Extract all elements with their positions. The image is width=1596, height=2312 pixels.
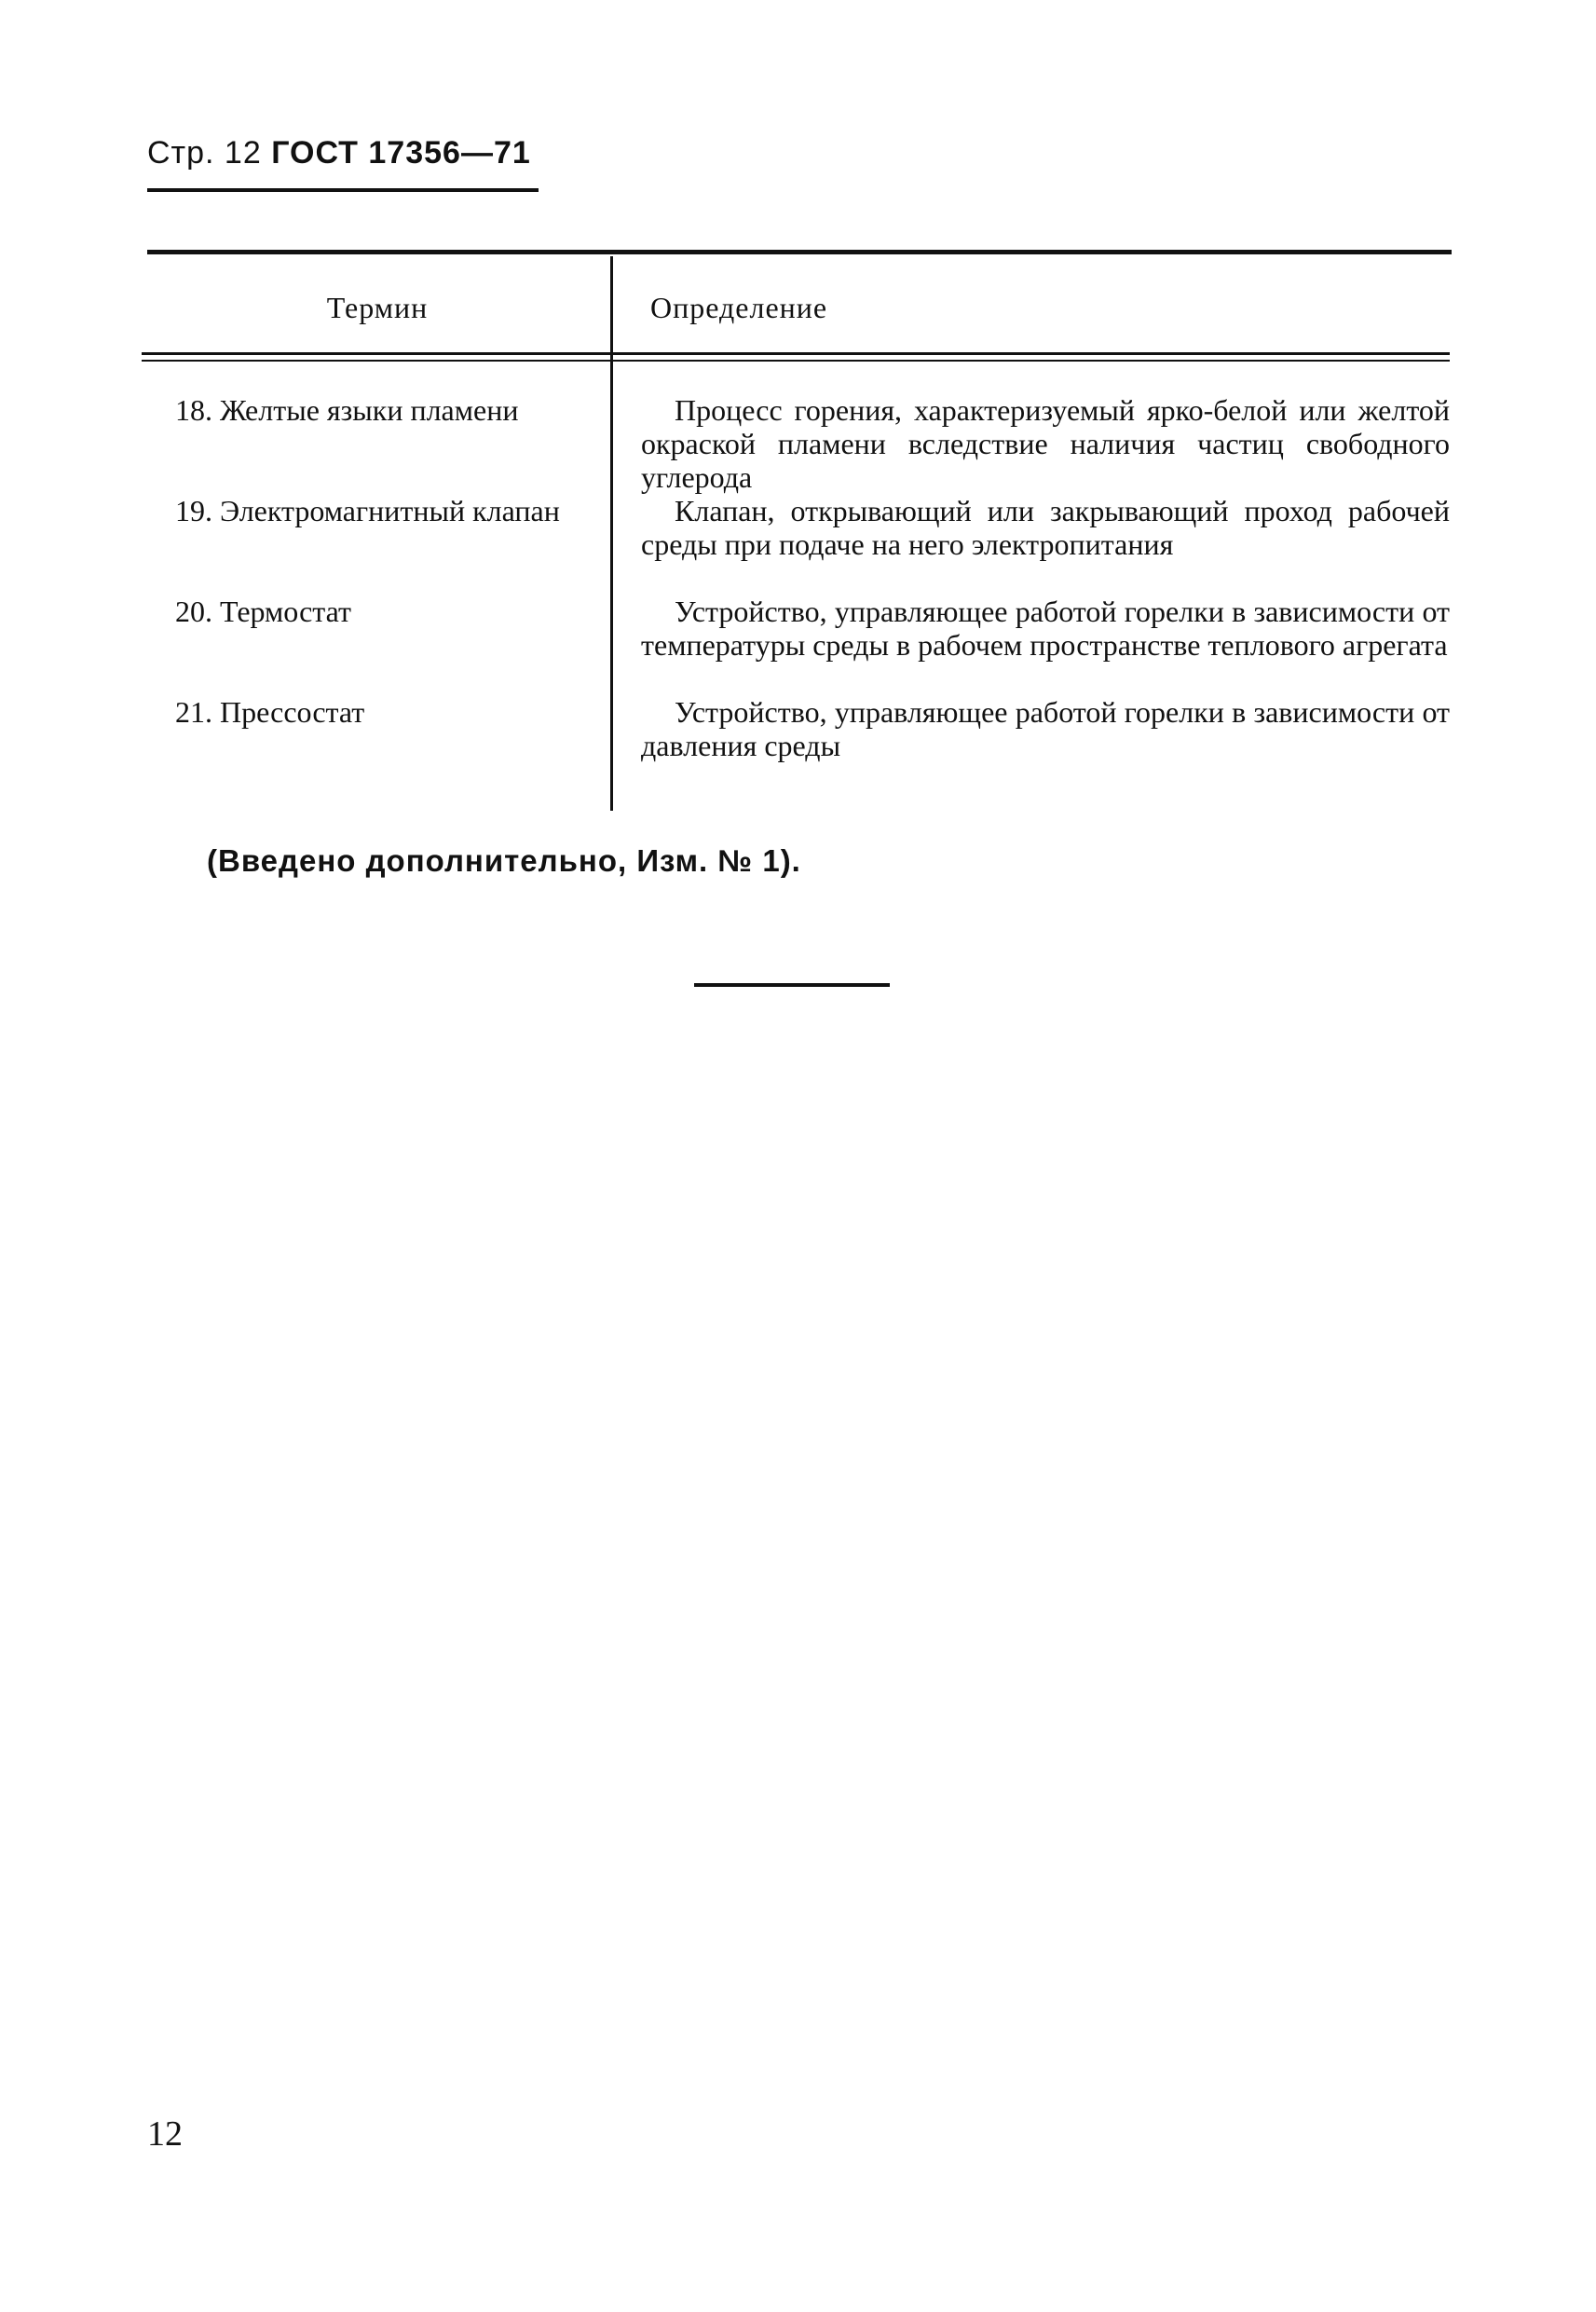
term-text: 20. Термостат — [175, 595, 352, 628]
standard-number: ГОСТ 17356—71 — [271, 135, 531, 171]
definition-18: Процесс горения, характеризуемый ярко-белой или желтой окраской пламени вследствие наличия частиц свободного углерода — [641, 393, 1450, 494]
definition-19: Клапан, открывающий или закрывающий проход рабочей среды при подаче на него электропитания — [641, 494, 1450, 561]
page-label: Стр. 12 — [147, 135, 262, 171]
header-rule-double — [142, 360, 1450, 362]
term-20 — [140, 595, 606, 628]
definition-20: Устройство, управляющее работой горелки в зависимости от температуры среды в рабочем пространстве теплового агрегата — [641, 595, 1450, 662]
page-number: 12 — [147, 2114, 183, 2154]
column-divider — [610, 256, 613, 811]
amendment-note: (Введено дополнительно, Изм. № 1). — [207, 843, 801, 878]
term-text: 21. Прессостат — [175, 695, 365, 729]
end-rule — [694, 983, 890, 987]
page-header — [147, 135, 531, 171]
term-text: 18. Желтые языки пламени — [175, 393, 519, 427]
header-underline — [147, 188, 539, 192]
term-18 — [140, 393, 606, 427]
header-rule — [142, 352, 1450, 355]
definition-21: Устройство, управляющее работой горелки в зависимости от давления среды — [641, 695, 1450, 762]
term-21 — [140, 695, 606, 729]
term-19: 19. Электромагнитный клапан — [175, 494, 560, 527]
column-header-definition: Определение — [650, 291, 828, 324]
column-header-term: Термин — [326, 291, 429, 324]
table-top-rule — [147, 250, 1452, 254]
